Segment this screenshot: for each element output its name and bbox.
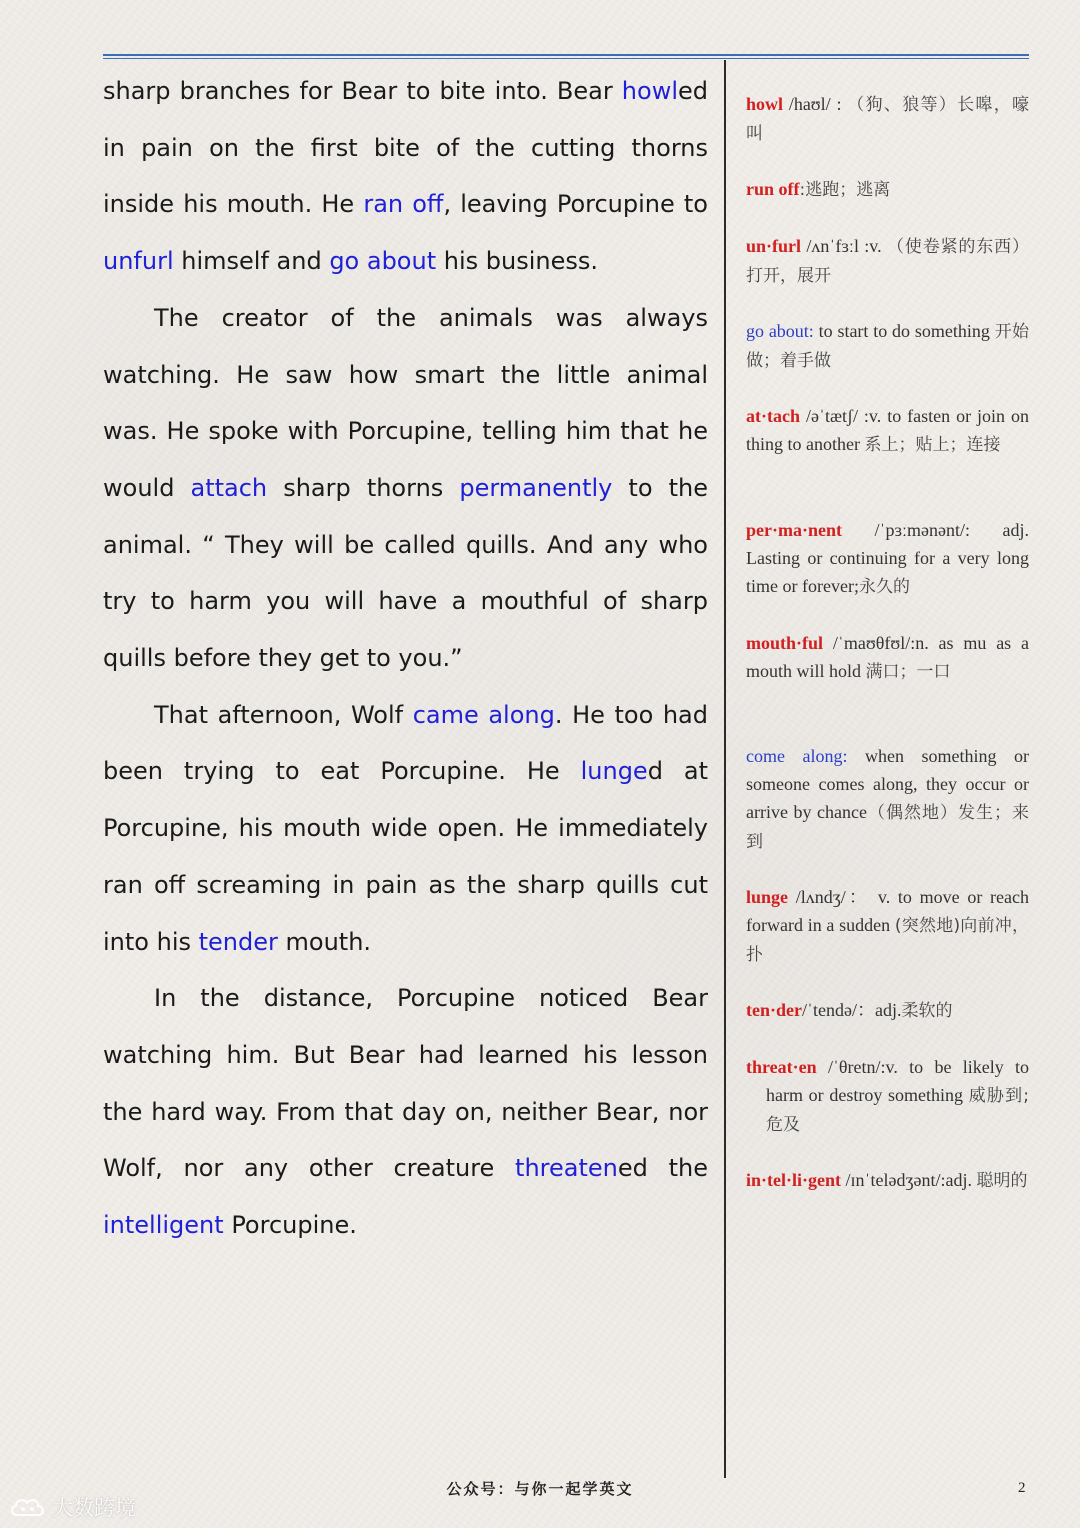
gloss-headword: mouth·ful [746,633,824,653]
gloss-entry-run-off [746,175,1029,204]
gloss-definition: /ˈmaʊθfʊl/:n. as mu as a mouth will hold [746,633,1029,681]
gloss-translation: 满口；一口 [865,662,951,682]
gloss-entry-intelligent [746,1166,1029,1195]
story-text: sharp branches for Bear to bite into. Bear [103,77,622,105]
gloss-headword: in·tel·li·gent [746,1170,842,1190]
story-text: ed the [617,1154,709,1183]
vocab-highlight: permanently [459,473,613,502]
gloss-definition: /ˈθretn/:v. to be likely to harm or destroy something [766,1057,1029,1105]
story-text: his business. [436,247,598,276]
story-text: Porcupine. [223,1211,357,1240]
story-paragraph [103,687,708,971]
vocab-highlight: ran off [363,190,444,219]
story-paragraph [103,290,708,687]
story-text: himself and [173,247,330,276]
gloss-translation: 聪明的 [976,1171,1028,1191]
gloss-translation: （使卷紧的东西）打开，展开 [746,237,1030,286]
gloss-headword: run off [746,179,800,199]
column-divider [724,60,726,1478]
story-text: sharp thorns [267,473,460,502]
gloss-entry-tender [746,996,1029,1025]
vocab-highlight: unfurl [103,247,174,276]
gloss-headword: ten·der [746,1000,802,1020]
cloud-brand-icon [8,1495,48,1519]
page-number: 2 [1018,1480,1026,1496]
gloss-entry-lunge [746,883,1029,969]
gloss-translation: （狗、狼等）长嗥，嚎叫 [746,95,1030,144]
vocab-highlight: tender [198,927,278,956]
gloss-headword: go about: [746,321,814,341]
story-text: mouth. [277,927,372,956]
gloss-headword: come along: [746,746,848,766]
story-text: d at Porcupine, his mouth wide open. He immediately ran off screaming in pain as the sharp quills cut into his [103,757,709,956]
story-text: to the animal. “ They will be called quills. And any who try to harm you will have a mouthful of sharp quills before they get to you.” [103,473,708,673]
story-text: In the distance, Porcupine noticed Bear watching him. But Bear had learned his lesson the hard way. From that day on, neither Bear, nor Wolf, nor any other creature [103,984,708,1183]
gloss-translation: 开始做；着手做 [746,322,1029,371]
gloss-entry-attach [746,402,1029,459]
gloss-headword: at·tach [746,406,800,426]
gloss-headword: lunge [746,887,789,907]
gloss-headword: un·furl [746,236,802,256]
gloss-translation: 永久的 [858,577,910,597]
gloss-definition: /ˈpɜːmənənt/: adj. Lasting or continuing for a very long time or forever; [746,520,1029,596]
gloss-definition: to start to do something [813,321,995,341]
vocab-highlight: go about [329,247,437,276]
gloss-definition: /lʌndʒ/： v. to move or reach forward in a sudden [746,887,1029,935]
story-text: . He too had been trying to eat Porcupine. He [103,700,709,786]
vocab-highlight: intelligent [103,1211,224,1240]
vocab-highlight: lunge [580,757,648,786]
story-column [103,63,708,1254]
vocab-highlight: came along [412,700,555,729]
gloss-definition: /ʌnˈfɜːl :v. [801,236,887,256]
gloss-definition: /əˈtætʃ/ :v. to fasten or join on thing to another [746,406,1029,454]
story-paragraph [103,970,708,1254]
story-text: The creator of the animals was always watching. He saw how smart the little animal was. He spoke with Porcupine, telling him that he would [103,303,708,502]
gloss-translation: 系上；贴上；连接 [864,435,1001,455]
story-text: , leaving Porcupine to [443,190,708,219]
gloss-entry-come-along [746,742,1029,856]
gloss-definition: /ɪnˈtelədʒənt/:adj. [841,1170,977,1190]
watermark-text: 大数跨境 [52,1496,136,1520]
watermark [8,1492,136,1522]
vocab-highlight: howl [621,77,678,105]
gloss-entry-go-about [746,317,1029,375]
story-text: ed in pain on the first bite of the cutting thorns inside his mouth. He [103,77,708,219]
gloss-entry-threaten [746,1053,1029,1139]
gloss-translation: 柔软的 [901,1001,953,1021]
gloss-definition: when something or someone comes along, they occur or arrive by chance [746,746,1029,822]
gloss-entry-unfurl [746,232,1029,290]
story-paragraph [103,63,708,290]
gloss-entry-howl [746,90,1029,148]
gloss-entry-mouthful [746,629,1029,686]
vocab-highlight: attach [190,473,268,502]
story-text: That afternoon, Wolf [154,700,413,729]
gloss-definition: /ˈtendə/：adj. [802,1000,902,1020]
gloss-definition: /haʊl/ : [783,94,848,114]
gloss-translation: 威胁到;危及 [766,1086,1030,1135]
gloss-translation: (突然地)向前冲，扑 [746,916,1029,965]
gloss-entry-permanent [746,516,1029,601]
gloss-headword: howl [746,94,784,114]
vocab-highlight: threaten [515,1154,618,1183]
gloss-headword: per·ma·nent [746,520,842,540]
header-rule [103,54,1029,59]
gloss-translation: :逃跑；逃离 [799,180,891,200]
gloss-headword: threat·en [746,1057,817,1077]
footer-label: 公众号：与你一起学英文 [446,1480,634,1498]
gloss-translation: （偶然地）发生；来到 [746,803,1029,852]
